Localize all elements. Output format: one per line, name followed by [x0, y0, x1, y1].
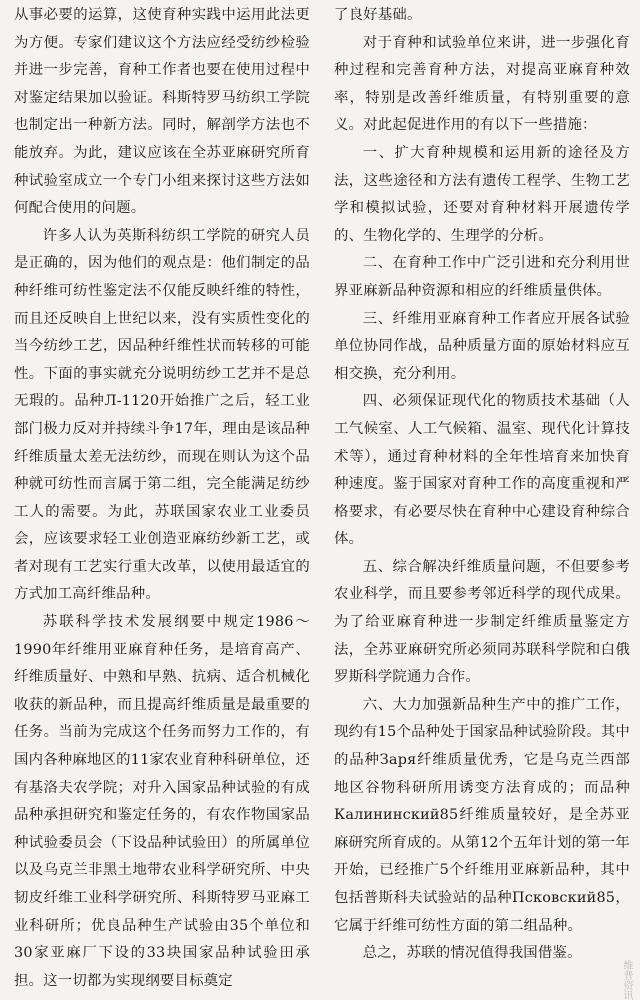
paragraph: 从事必要的运算，这使育种实践中运用此法更为方便。专家们建议这个方法应经受纺纱检验并进一步完善，育种工作者也要在使用过程中对鉴定结果加以验证。科斯特罗马纺织工学院也制定出一种新方法。同时，解剖学方法也不能放弃。为此，建议应该在全苏亚麻研究所育种试验室成立一个专门小组来探讨这些方法如何配合使用的问题。 [14, 7, 310, 217]
paragraph: 六、大力加强新品种生产中的推广工作，现约有15个品种处于国家品种试验阶段。其中的品种Заря纤维质量优秀，它是乌克兰西部地区谷物科研所用诱变方法育成的；而品种Калининский85纤维质量较好，是全苏亚麻研究所育成的。从第12个五年计划的第一年开始，已经推广5个纤维用亚麻新品种，其中包括普斯科夫试验站的品种Псковский85，它属于纤维可纺性方面的第二组品种。 [334, 696, 630, 934]
paragraph: 了良好基础。 [334, 7, 422, 23]
paragraph: 苏联科学技术发展纲要中规定1986～1990年纤维用亚麻育种任务，是培育高产、纤维质量好、中熟和早熟、抗病、适合机械化收获的新品种，而且提高纤维质量是最重要的任务。当前为完成这个任务而努力工作的，有国内各种麻地区的11家农业育种科研单位，还有基洛夫农学院；对升入国家品种试验的有成品种承担研究和鉴定任务的，有农作物国家品种试验委员会（下设品种试验田）的所属单位以及乌克兰非黑土地带农业科学研究所、中央韧皮纤维工业科学研究所、科斯特罗马亚麻工业科研所；优良品种生产试验由35个单位和30家亚麻厂下设的33块国家品种试验田承担。这一切都为实现纲要目标奠定 [14, 614, 310, 989]
paragraph: 对于育种和试验单位来讲，进一步强化育种过程和完善育种方法，对提高亚麻育种效率，特别是改善纤维质量，有特别重要的意义。对此起促进作用的有以下一些措施： [334, 34, 630, 134]
paragraph: 一、扩大育种规模和运用新的途径及方法，这些途径和方法有遗传工程学、生物工艺学和模拟试验，还要对育种材料开展遗传学的、生物化学的、生理学的分析。 [334, 144, 630, 244]
paragraph: 许多人认为英斯科纺织工学院的研究人员是正确的，因为他们的观点是：他们制定的品种纤维可纺性鉴定法不仅能反映纤维的特性，而且还反映自上世纪以来，没有实质性变化的当今纺纱工艺，因品种纤维性状而转移的可能性。下面的事实就充分说明纺纱工艺并不是总无瑕的。品种Л-1120开始推广之后，轻工业部门极力反对并持续斗争17年，理由是该品种纤维质量太差无法纺纱，而现在则认为这个品种就可纺性而言属于第二组，完全能满足纺纱工人的需要。为此，苏联国家农业工业委员会，应该要求轻工业创造亚麻纺纱新工艺，或者对现有工艺实行重大改革，以使用最适宜的方式加工高纤维品种。 [14, 227, 310, 603]
left-text-column [14, 2, 310, 995]
right-text-column [334, 2, 630, 968]
paragraph: 总之，苏联的情况值得我国借鉴。 [362, 945, 582, 962]
paragraph: 二、在育种工作中广泛引进和充分利用世界亚麻新品种资源和相应的纤维质量供体。 [334, 255, 630, 299]
paragraph: 四、必须保证现代化的物质技术基础（人工气候室、人工气候箱、温室、现代化计算技术等），通过育种材料的全年性培育来加快育种速度。鉴于国家对育种工作的高度重视和严格要求，有必要尽快在育种中心建设育种综合体。 [334, 393, 630, 548]
paragraph: 五、综合解决纤维质量问题，不但要参考农业科学，而且要参考邻近科学的现代成果。为了给亚麻育种进一步制定纤维质量鉴定方法，全苏亚麻研究所必须同苏联科学院和白俄罗斯科学院通力合作。 [334, 558, 630, 686]
paragraph: 三、纤维用亚麻育种工作者应开展各试验单位协同作战，品种质量方面的原始材料应互相交换，充分利用。 [334, 310, 630, 382]
watermark: 维普资讯 [621, 960, 632, 1000]
